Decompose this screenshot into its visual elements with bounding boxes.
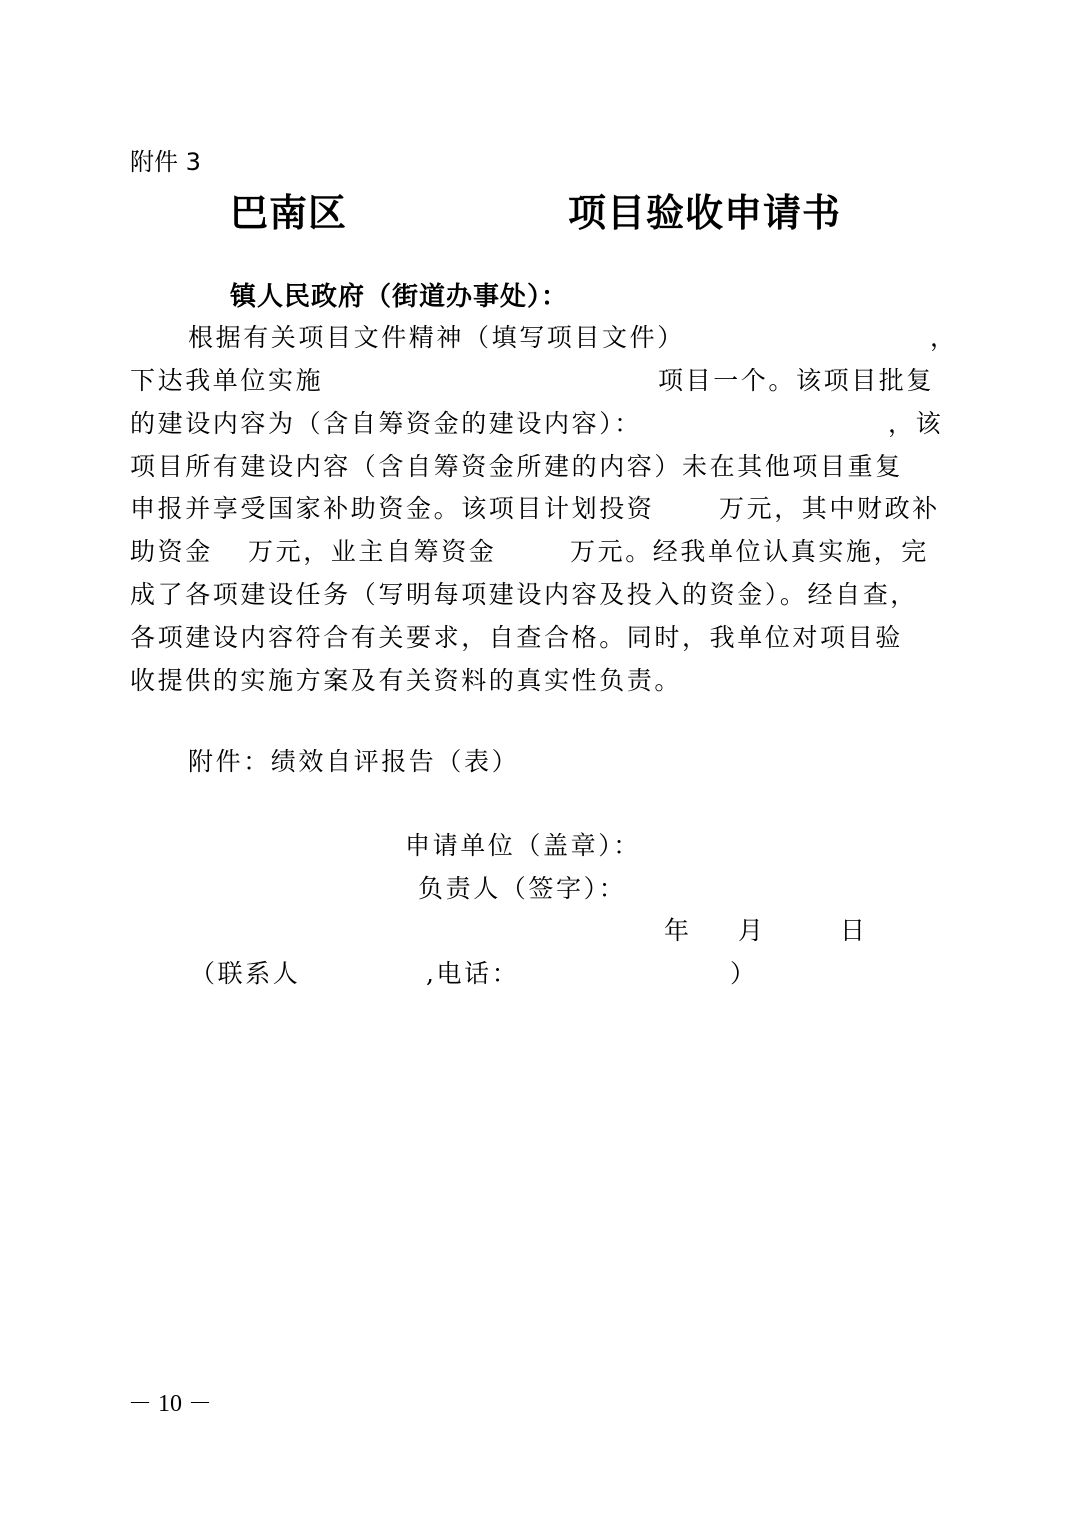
contact-close-paren: ） [730, 959, 758, 988]
body-line-2a: 下达我单位实施 [130, 366, 324, 395]
contact-phone-label: ,电话： [426, 959, 520, 988]
document-title-main: 项目验收申请书 [568, 190, 842, 235]
body-line-7: 成了各项建设任务（写明每项建设内容及投入的资金）。经自查， [130, 580, 918, 609]
body-line-9: 收提供的实施方案及有关资料的真实性负责。 [130, 666, 683, 695]
body-line-6c: 万元。经我单位认真实施，完 [570, 537, 929, 566]
body-line-2b: 项目一个。该项目批复 [658, 366, 935, 395]
attachment-label: 附件 3 [130, 148, 201, 176]
attachment-note: 附件：绩效自评报告（表） [188, 747, 520, 776]
body-line-1a: 根据有关项目文件精神（填写项目文件） [188, 323, 685, 352]
body-line-6b: 万元，业主自筹资金 [248, 537, 497, 566]
salutation: 镇人民政府（街道办事处）： [230, 282, 569, 312]
document-title-district: 巴南区 [230, 190, 348, 235]
body-line-3a: 的建设内容为（含自筹资金的建设内容）： [130, 409, 642, 438]
date-day: 日 [840, 916, 868, 945]
body-line-1b: ， [930, 323, 958, 352]
page-number: － 10 － [128, 1391, 212, 1417]
contact-person-label: （联系人 [190, 959, 301, 988]
body-line-5b: 万元，其中财政补 [719, 494, 940, 523]
body-line-8: 各项建设内容符合有关要求，自查合格。同时，我单位对项目验 [130, 623, 903, 652]
body-line-5a: 申报并享受国家补助资金。该项目计划投资 [130, 494, 655, 523]
applicant-unit-seal: 申请单位（盖章）： [405, 831, 641, 860]
body-line-4: 项目所有建设内容（含自筹资金所建的内容）未在其他项目重复 [130, 452, 903, 481]
body-line-3b: ，该 [888, 409, 944, 438]
responsible-person-signature: 负责人（签字）： [418, 874, 627, 903]
date-year: 年 [664, 916, 692, 945]
date-month: 月 [738, 916, 766, 945]
body-line-6a: 助资金 [130, 537, 213, 566]
